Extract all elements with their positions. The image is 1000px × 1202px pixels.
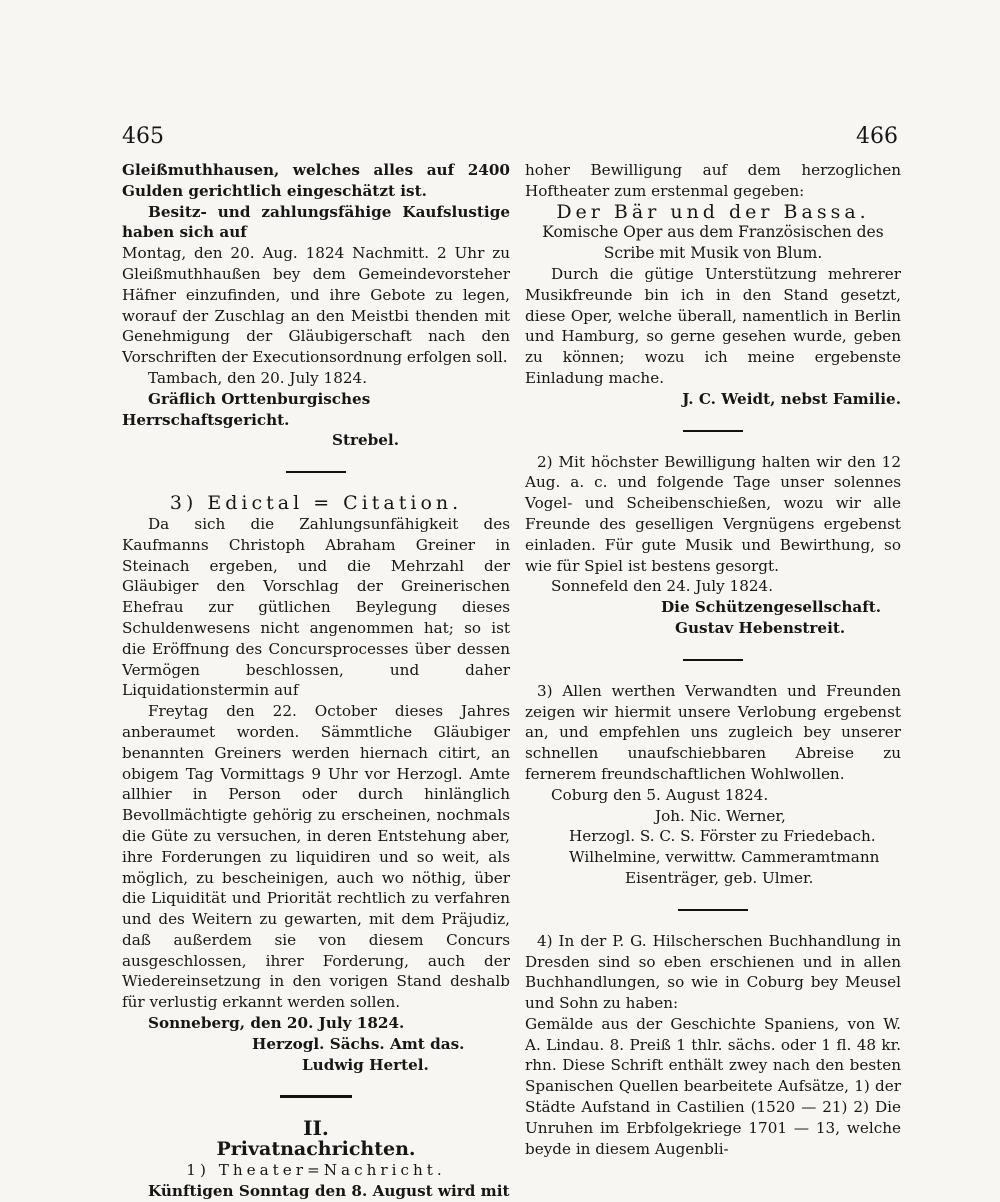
- edictal-body: Da sich die Zahlungsunfähigkeit des Kaufmanns Christoph Abraham Greiner in Steinach ergeben, und die Mehrzahl der Gläubiger den Vorschlag der Greinerischen Ehefrau zur gütlichen Beylegung dieses Schuldenwesens nicht angenommen hat; so ist die Eröffnung des Concursprocesses über dessen Vermögen beschlossen, und daher Liquidationstermin auf: [122, 514, 510, 700]
- theater-news-continued: hoher Bewilligung auf dem herzoglichen Hoftheater zum erstenmal gegeben:: [525, 161, 901, 200]
- theater-news-title: 1) Theater=Nachricht.: [186, 1161, 446, 1180]
- edictal-date: Sonneberg, den 20. July 1824.: [148, 1014, 405, 1033]
- auction-date: Tambach, den 20. July 1824.: [148, 368, 368, 387]
- page-number-right: 466: [856, 124, 898, 149]
- edictal-authority: Herzogl. Sächs. Amt das.: [252, 1034, 465, 1053]
- shooting-festival-signature: Gustav Hebenstreit.: [675, 618, 846, 637]
- auction-signature: Strebel.: [332, 431, 399, 450]
- engagement-date: Coburg den 5. August 1824.: [551, 785, 769, 804]
- shooting-festival-date: Sonnefeld den 24. July 1824.: [551, 577, 774, 596]
- section-divider: [286, 471, 346, 473]
- section-divider: [678, 909, 748, 911]
- auction-intro: Gleißmuthhausen, welches alles auf 2400 Gulden gerichtlich eingeschätzt ist.: [122, 161, 510, 200]
- section-divider: [683, 659, 743, 661]
- opera-signature: J. C. Weidt, nebst Familie.: [682, 389, 901, 408]
- opera-announcement: Durch die gütige Unterstützung mehrerer Musikfreunde bin ich in den Stand gesetzt, diese Oper, welche überall, namentlich in Berlin und Hamburg, so gerne gesehen wurde, geben zu können; wozu ich meine ergebenste Einladung mache.: [525, 264, 901, 387]
- private-news-title: Privatnachrichten.: [216, 1138, 416, 1161]
- auction-buyers: Besitz- und zahlungsfähige Kaufslustige haben sich auf: [122, 202, 510, 242]
- edictal-signature: Ludwig Hertel.: [302, 1055, 429, 1074]
- book-listing: Gemälde aus der Geschichte Spaniens, von W. A. Lindau. 8. Preiß 1 thlr. sächs. oder 1 fl. 48 kr. rhn. Diese Schrift enthält zwey nach den besten Spanischen Quellen bearbeitete Aufsätze, 1) der Städte Aufstand in Castilien (1520 — 21) 2) Die Unruhen im Erbfolgekriege 1701 — 13, welche beyde in diesem Augenbli-: [525, 1014, 901, 1158]
- shooting-festival-notice: 2) Mit höchster Bewilligung halten wir den 12 Aug. a. c. und folgende Tage unser solennes Vogel- und Scheibenschießen, wozu wir alle Freunde des geselligen Vergnügens ergebenst einladen. Für gute Musik und Bewirthung, so wie für Spiel ist bestens gesorgt.: [525, 452, 901, 575]
- right-column: [525, 160, 901, 1159]
- theater-news-start: Künftigen Sonntag den 8. August wird mit: [148, 1181, 510, 1200]
- auction-details: Montag, den 20. Aug. 1824 Nachmitt. 2 Uhr zu Gleißmuthhaußen bey dem Gemeindevorsteher Häfner einzufinden, und ihre Gebote zu legen, worauf der Zuschlag an den Meistbi thenden mit Genehmigung der Gläubigerschaft nach den Vorschriften der Executionsordnung erfolgen soll.: [122, 244, 510, 367]
- section-divider: [683, 430, 743, 432]
- bookshop-notice: 4) In der P. G. Hilscherschen Buchhandlung in Dresden sind so eben erschienen und in allen Buchhandlungen, so wie in Coburg bey Meusel und Sohn zu haben:: [525, 931, 901, 1013]
- engagement-title-1: Herzogl. S. C. S. Förster zu Friedebach.: [569, 827, 876, 846]
- engagement-notice: 3) Allen werthen Verwandten und Freunden zeigen wir hiermit unsere Verlobung ergebenst an, und empfehlen uns zugleich bey unserer schnellen unaufschiebbaren Abreise zu fernerem freundschaftlichen Wohlwollen.: [525, 681, 901, 783]
- opera-subtitle: Komische Oper aus dem Französischen des Scribe mit Musik von Blum.: [542, 223, 884, 263]
- engagement-name-1: Joh. Nic. Werner,: [655, 806, 786, 825]
- part-numeral: II.: [303, 1116, 329, 1141]
- opera-title: Der Bär und der Bassa.: [556, 200, 870, 223]
- edictal-body-continued: Freytag den 22. October dieses Jahres anberaumet worden. Sämmtliche Gläubiger benannten Greiners werden hiernach citirt, an obigem Tag Vormittags 9 Uhr vor Herzogl. Amte allhier in Person oder durch hinlänglich Bevollmächtigte gehörig zu erscheinen, nochmals die Güte zu versuchen, in deren Entstehung aber, ihre Forderungen zu liquidiren und so weit, als möglich, zu bescheinigen, auch wo nöthig, über die Liquidität und Priorität rechtlich zu verfahren und des Weitern zu gewarten, mit dem Präjudiz, daß außerdem sie von diesem Concurs ausgeschlossen, ihrer Forderung, auch der Wiedereinsetzung in den vorigen Stand deshalb für verlustig erkannt werden sollen.: [122, 702, 510, 1012]
- edictal-title: 3) Edictal = Citation.: [169, 492, 463, 515]
- left-column: [122, 160, 510, 1202]
- engagement-title-2: Eisenträger, geb. Ulmer.: [625, 868, 814, 887]
- shooting-festival-society: Die Schützengesellschaft.: [661, 598, 882, 617]
- page-number-left: 465: [122, 124, 164, 149]
- auction-authority: Gräflich Orttenburgisches Herrschaftsgericht.: [122, 389, 371, 429]
- engagement-name-2: Wilhelmine, verwittw. Cammeramtmann: [569, 848, 880, 867]
- part-divider: [280, 1095, 352, 1098]
